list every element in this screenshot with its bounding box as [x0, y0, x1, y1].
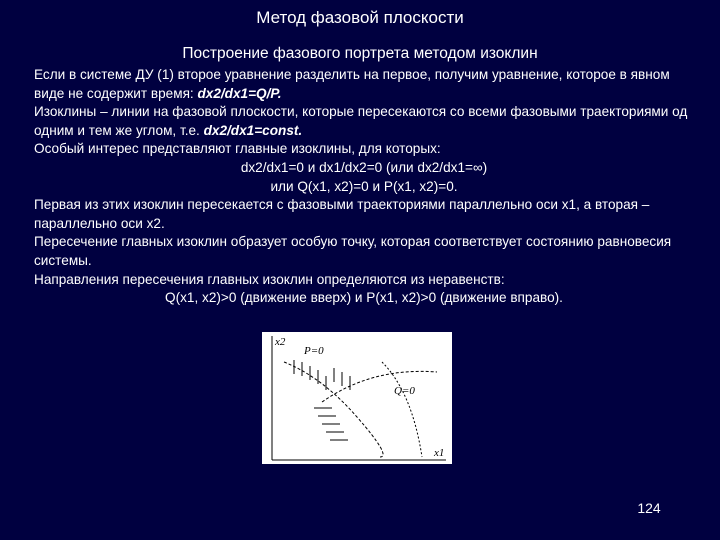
q-zero-label: Q=0 — [394, 385, 415, 397]
x-axis-label: x1 — [434, 447, 445, 459]
formula-q-over-p: dx2/dx1=Q/P. — [197, 85, 282, 101]
slide-subtitle: Построение фазового портрета методом изоклин — [182, 45, 538, 62]
isocline-q-curve — [322, 371, 437, 402]
condition-line-2: или Q(x1, x2)=0 и P(x1, x2)=0. — [270, 178, 458, 194]
inequalities-line: Q(x1, x2)>0 (движение вверх) и P(x1, x2)>0 (движение вправо). — [165, 290, 563, 306]
condition-line-1: dx2/dx1=0 и dx1/dx2=0 (или dx2/dx1=∞) — [240, 159, 488, 175]
phase-plane-figure — [262, 332, 452, 464]
y-axis-label: x2 — [275, 336, 286, 348]
p-zero-label: P=0 — [304, 345, 324, 357]
formula-const: dx2/dx1=const. — [203, 122, 303, 138]
page-number: 124 — [637, 500, 661, 516]
phase-plane-diagram — [262, 332, 452, 464]
slide-title: Метод фазовой плоскости — [256, 8, 464, 27]
paragraph-time-free-equation: Если в системе ДУ (1) второе уравнение разделить на первое, получим уравнение, которое в явном виде не содержит время: dx2/dx1=Q/P. — [34, 67, 670, 101]
paragraph-directions: Направления пересечения главных изоклин определяются из неравенств: — [34, 271, 505, 287]
paragraph-first-isocline: Первая из этих изоклин пересекается с фазовыми траекториями параллельно оси x1, а вторая – параллельно оси x2. — [34, 197, 650, 231]
horizontal-direction-ticks — [314, 408, 348, 440]
paragraph-singular-point: Пересечение главных изоклин образует особую точку, которая соответствует состоянию равновесия системы. — [34, 234, 672, 268]
slide-body — [34, 66, 694, 308]
vertical-direction-ticks — [294, 360, 350, 390]
paragraph-main-isoclines: Особый интерес представляют главные изоклины, для которых: — [34, 141, 441, 157]
trajectory-curve — [382, 362, 422, 457]
paragraph-isoclines-definition: Изоклины – линии на фазовой плоскости, которые пересекаются со всеми фазовыми траекториями од одним и тем же углом, т.е. dx2/dx1=const. — [34, 104, 688, 138]
